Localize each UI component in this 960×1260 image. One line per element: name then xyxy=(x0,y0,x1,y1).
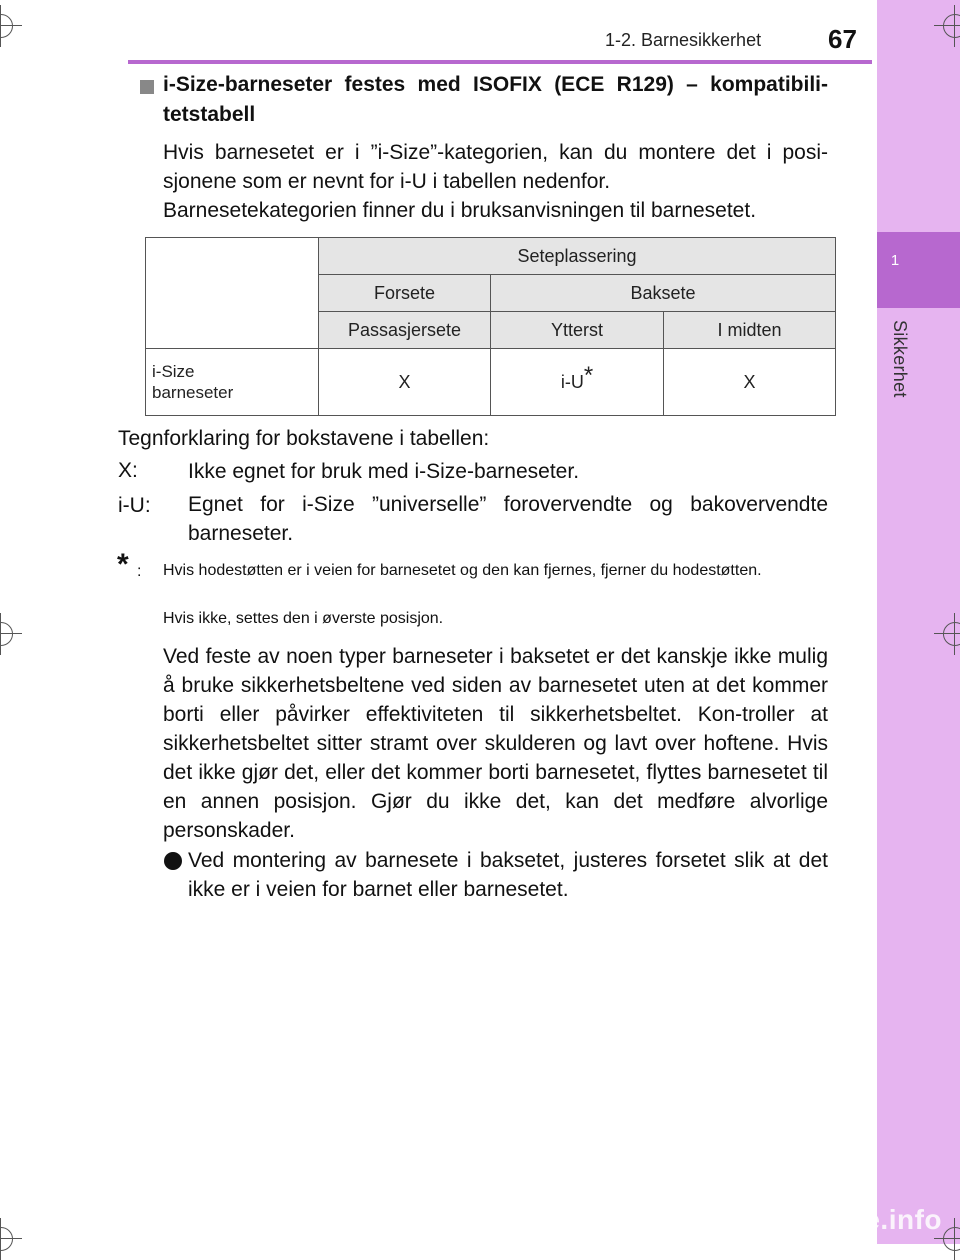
table-cell-passenger: X xyxy=(319,349,491,416)
crop-mark-icon xyxy=(943,14,960,38)
bullet-item: Ved montering av barnesete i baksetet, justeres forsetet slik at det ikke er i veien for barnet eller barnesetet. xyxy=(188,849,828,901)
footnote-asterisk: * xyxy=(117,548,129,581)
table-cell-outer-value: i-U xyxy=(560,371,584,392)
table-group-header: Seteplassering xyxy=(319,238,836,275)
footnote-text: Hvis hodestøtten er i veien for barnesetet og den kan fjernes, fjerner du hodestøtten. xyxy=(163,562,762,579)
table-col-passenger: Passasjersete xyxy=(319,312,491,349)
crop-mark-icon xyxy=(0,1227,13,1251)
table-row-label-line2: barneseter xyxy=(152,383,234,402)
crop-mark-icon xyxy=(0,14,13,38)
intro-paragraph: Hvis barnesetet er i ”i-Size”-kategorien, kan du montere det i posi-sjonene som er nevnt for i-U i tabellen nedenfor. xyxy=(163,141,828,193)
table-cell-middle: X xyxy=(664,349,836,416)
chapter-tab-number: 1 xyxy=(890,252,900,269)
chapter-side-strip xyxy=(877,0,960,1244)
legend-term-x: X: xyxy=(118,459,138,482)
legend-intro: Tegnforklaring for bokstavene i tabellen: xyxy=(118,427,490,450)
header-rule xyxy=(128,60,872,64)
table-row-label xyxy=(146,349,319,416)
footnote-colon: : xyxy=(137,563,142,580)
chapter-tab[interactable] xyxy=(877,232,960,308)
table-subheader-rear: Baksete xyxy=(491,275,836,312)
body-paragraph: Ved feste av noen typer barneseter i baksetet er det kanskje ikke mulig å bruke sikkerhetsbeltene ved siden av barnesetet uten at det kommer borti eller påvirker effektiviteten til sikkerhetsbeltet. Kon-troller at sikkerhetsbeltet sitter stramt over skulderen og lavt over hoftene. Hvis det ikke gjør det, eller det kommer borti barnesetet, flyttes barnesetet til en annen posisjon. Gjør du ikke det, kan det medføre alvorlige personskader. xyxy=(163,645,828,842)
legend-text-iu: Egnet for i-Size ”universelle” forovervendte og bakovervendte barneseter. xyxy=(188,493,828,545)
footnote-marker: * xyxy=(583,361,594,389)
chapter-tab-title: Sikkerhet xyxy=(890,320,910,398)
compatibility-table xyxy=(145,237,836,416)
table-subheader-front: Forsete xyxy=(319,275,491,312)
table-col-middle: I midten xyxy=(664,312,836,349)
bullet-dot-icon xyxy=(164,852,182,870)
intro-paragraph-2: Barnesetekategorien finner du i bruksanvisningen til barnesetet. xyxy=(163,199,757,222)
section-heading: i-Size-barneseter festes med ISOFIX (ECE R129) – kompatibili-tetstabell xyxy=(163,73,828,126)
legend-term-iu: i-U: xyxy=(118,494,151,517)
crop-mark-icon xyxy=(943,1227,960,1251)
legend-text-x: Ikke egnet for bruk med i-Size-barneseter. xyxy=(188,460,580,483)
watermark: carmanualsonline.info xyxy=(634,1204,942,1235)
table-cell-outer xyxy=(491,349,664,416)
running-header-section: 1-2. Barnesikkerhet xyxy=(605,30,762,50)
crop-mark-icon xyxy=(943,622,960,646)
crop-mark-icon xyxy=(0,622,13,646)
page-number: 67 xyxy=(828,24,857,54)
footnote-text-2: Hvis ikke, settes den i øverste posisjon. xyxy=(163,610,444,627)
table-col-outer: Ytterst xyxy=(491,312,664,349)
table-row-label-line1: i-Size xyxy=(152,362,195,381)
heading-square-icon xyxy=(140,80,154,94)
table-corner-cell xyxy=(146,238,319,349)
